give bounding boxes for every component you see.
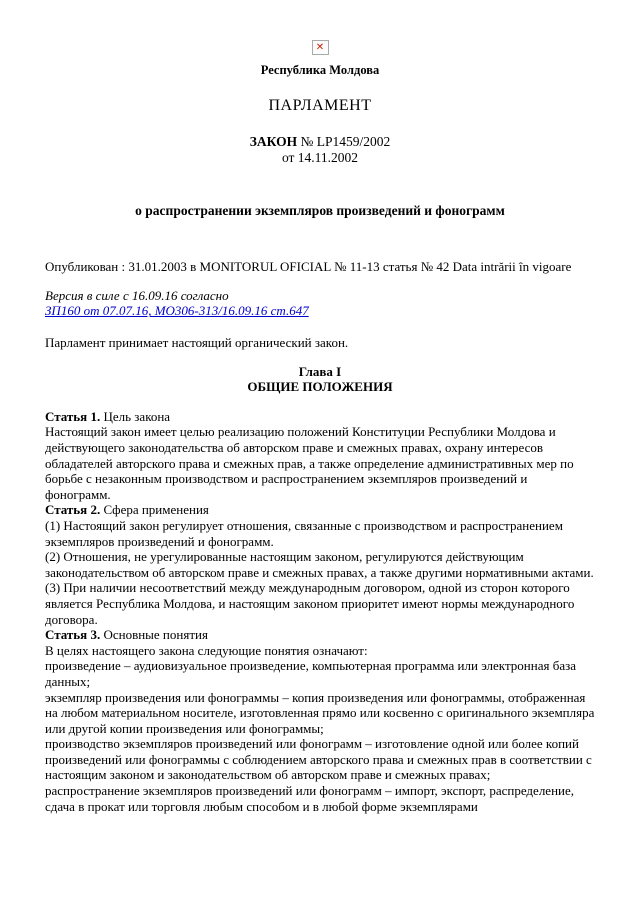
paragraph <box>45 643 595 659</box>
published-line: Опубликован : 31.01.2003 в MONITORUL OFICIAL № 11-13 статья № 42 Data intrării în vigoare <box>45 259 572 275</box>
header-icon-row <box>45 38 595 55</box>
parliament-title: ПАРЛАМЕНТ <box>268 96 372 114</box>
article-heading <box>45 502 595 518</box>
paragraph-text: распространение экземпляров произведений или фонограмм – импорт, экспорт, распределение, сдача в прокат или торговля любым способом и в любой форме экземплярами <box>45 783 575 814</box>
law-body <box>45 409 595 814</box>
chapter-title: ОБЩИЕ ПОЛОЖЕНИЯ <box>247 379 393 395</box>
paragraph <box>45 783 595 814</box>
article-heading <box>45 409 595 425</box>
broken-image-icon: ✕ <box>312 40 329 55</box>
law-date: от 14.11.2002 <box>281 149 359 165</box>
article-heading <box>45 627 595 643</box>
article-number: Статья 1. <box>45 408 101 424</box>
document-title: о распространении экземпляров произведений и фонограмм <box>135 203 505 219</box>
paragraph <box>45 518 595 549</box>
paragraph-text: Настоящий закон имеет целью реализацию положений Конституции Республики Молдова и действующего законодательства об авторском праве и смежных правах, охрану интересов обладателей авторского права и смежных прав, а также определение административных мер по борьбе с незаконным производством и распространением экземпляров произведений и фонограмм. <box>45 424 574 502</box>
article-number: Статья 2. <box>45 502 101 518</box>
paragraph <box>45 658 595 689</box>
law-number-line <box>45 134 595 150</box>
paragraph-text: произведение – аудиовизуальное произведение, компьютерная программа или электронная база данных; <box>45 658 576 689</box>
article-title: Сфера применения <box>100 502 209 518</box>
paragraph-text: В целях настоящего закона следующие понятия означают: <box>45 642 368 658</box>
paragraph <box>45 690 595 737</box>
chapter-number: Глава I <box>298 363 342 379</box>
paragraph <box>45 549 595 580</box>
article-title: Основные понятия <box>100 627 208 643</box>
paragraph-text: экземпляр произведения или фонограммы – копия произведения или фонограммы, отображенная на любом материальном носителе, изготовленная прямо или косвенно с оригинального экземпляра или другой копии произведения или фонограммы; <box>45 689 595 736</box>
paragraph <box>45 580 595 627</box>
article-number: Статья 3. <box>45 627 101 643</box>
country-name: Республика Молдова <box>260 62 380 77</box>
paragraph-text: (2) Отношения, не урегулированные настоящим законом, регулируются действующим законодательством об авторском праве и смежных правах, а также другими нормативными актами. <box>45 549 594 580</box>
intro-line: Парламент принимает настоящий органический закон. <box>45 335 349 351</box>
paragraph-text: (3) При наличии несоответствий между международным договором, одной из сторон которого является Республика Молдова, и настоящим законом приоритет имеют нормы международного договора. <box>45 580 575 627</box>
version-note: Версия в силе с 16.09.16 согласно <box>45 287 229 303</box>
paragraph-text: (1) Настоящий закон регулирует отношения, связанные с производством и распространением экземпляров произведений и фонограмм. <box>45 517 563 549</box>
paragraph <box>45 424 595 502</box>
law-label: ЗАКОН <box>249 133 298 149</box>
law-number: № LP1459/2002 <box>297 133 391 149</box>
paragraph <box>45 736 595 783</box>
article-title: Цель закона <box>100 408 171 424</box>
paragraph-text: производство экземпляров произведений или фонограмм – изготовление одной или более копий произведений или фонограммы с соблюдением авторского права и смежных прав в соответствии с настоящим законом и законодательством об авторском праве и смежных правах; <box>45 736 592 783</box>
version-link-row <box>45 303 595 319</box>
amendment-link[interactable]: ЗП160 от 07.07.16, МО306-313/16.09.16 ст.647 <box>45 303 309 319</box>
